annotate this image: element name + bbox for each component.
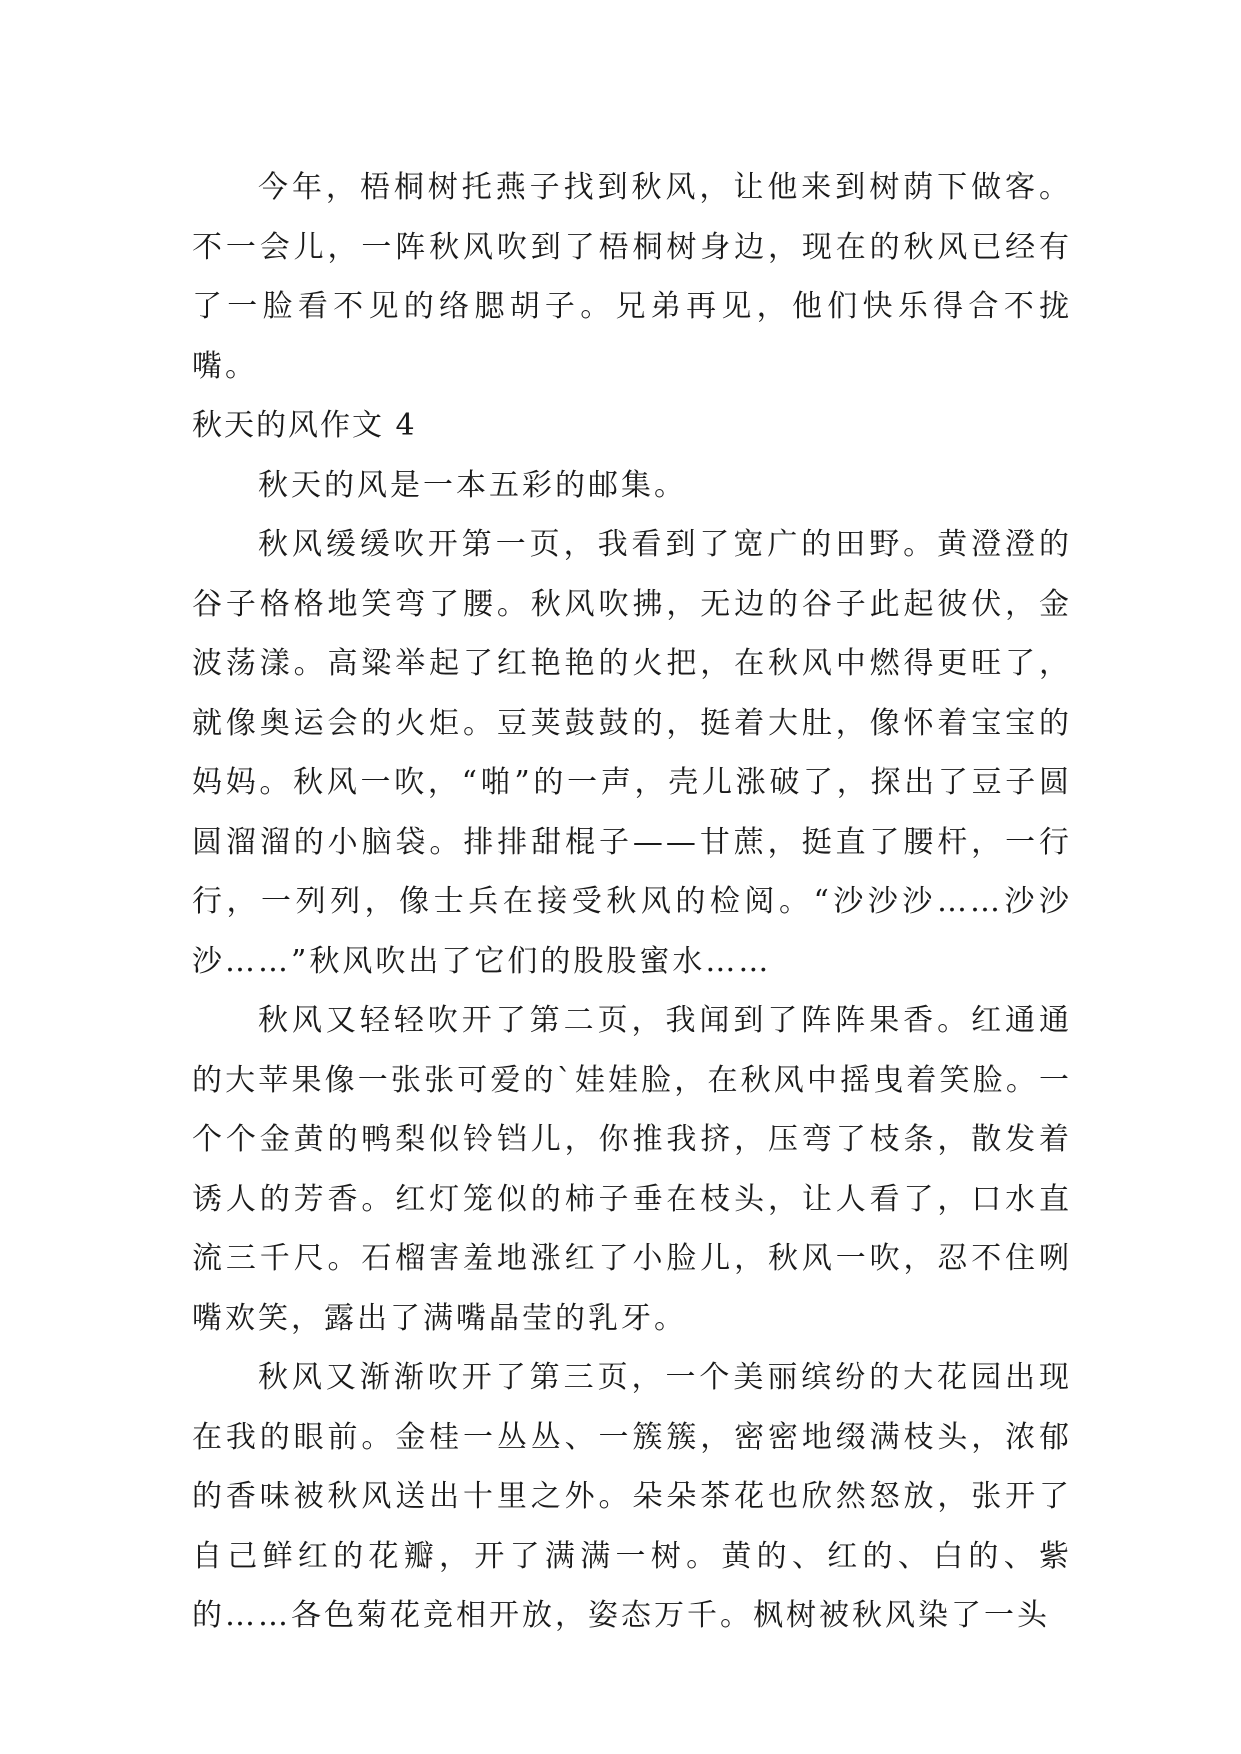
paragraph-1: 秋天的风是一本五彩的邮集。 bbox=[258, 467, 687, 503]
paragraph-3: 秋风又轻轻吹开了第二页，我闻到了阵阵果香。红通通的大苹果像一张张可爱的`娃娃脸，在秋风中摇曳着笑脸。一个个金黄的鸭梨似铃铛儿，你推我挤，压弯了枝条，散发着诱人的芳香。红灯笼似的柿子垂在枝头，让人看了，口水直流三千尺。石榴害羞地涨红了小脸儿，秋风一吹，忍不住咧嘴欢笑，露出了满嘴晶莹的乳牙。 bbox=[192, 1003, 1072, 1336]
section-heading: 秋天的风作文 4 bbox=[192, 408, 417, 443]
paragraph-4: 秋风又渐渐吹开了第三页，一个美丽缤纷的大花园出现在我的眼前。金桂一丛丛、一簇簇，密密地缀满枝头，浓郁的香味被秋风送出十里之外。朵朵茶花也欣然怒放，张开了自己鲜红的花瓣，开了满满一树。黄的、红的、白的、紫的……各色菊花竞相开放，姿态万千。枫树被秋风染了一头 bbox=[192, 1360, 1072, 1633]
document-body bbox=[192, 158, 1072, 1646]
paragraph-2: 秋风缓缓吹开第一页，我看到了宽广的田野。黄澄澄的谷子格格地笑弯了腰。秋风吹拂，无边的谷子此起彼伏，金波荡漾。高粱举起了红艳艳的火把，在秋风中燃得更旺了，就像奥运会的火炬。豆荚鼓鼓的，挺着大肚，像怀着宝宝的妈妈。秋风一吹，“啪”的一声，壳儿涨破了，探出了豆子圆圆溜溜的小脑袋。排排甜棍子——甘蔗，挺直了腰杆，一行行，一列列，像士兵在接受秋风的检阅。“沙沙沙……沙沙沙……”秋风吹出了它们的股股蜜水…… bbox=[192, 527, 1072, 979]
paragraph-intro: 今年，梧桐树托燕子找到秋风，让他来到树荫下做客。不一会儿，一阵秋风吹到了梧桐树身边，现在的秋风已经有了一脸看不见的络腮胡子。兄弟再见，他们快乐得合不拢嘴。 bbox=[192, 170, 1072, 384]
